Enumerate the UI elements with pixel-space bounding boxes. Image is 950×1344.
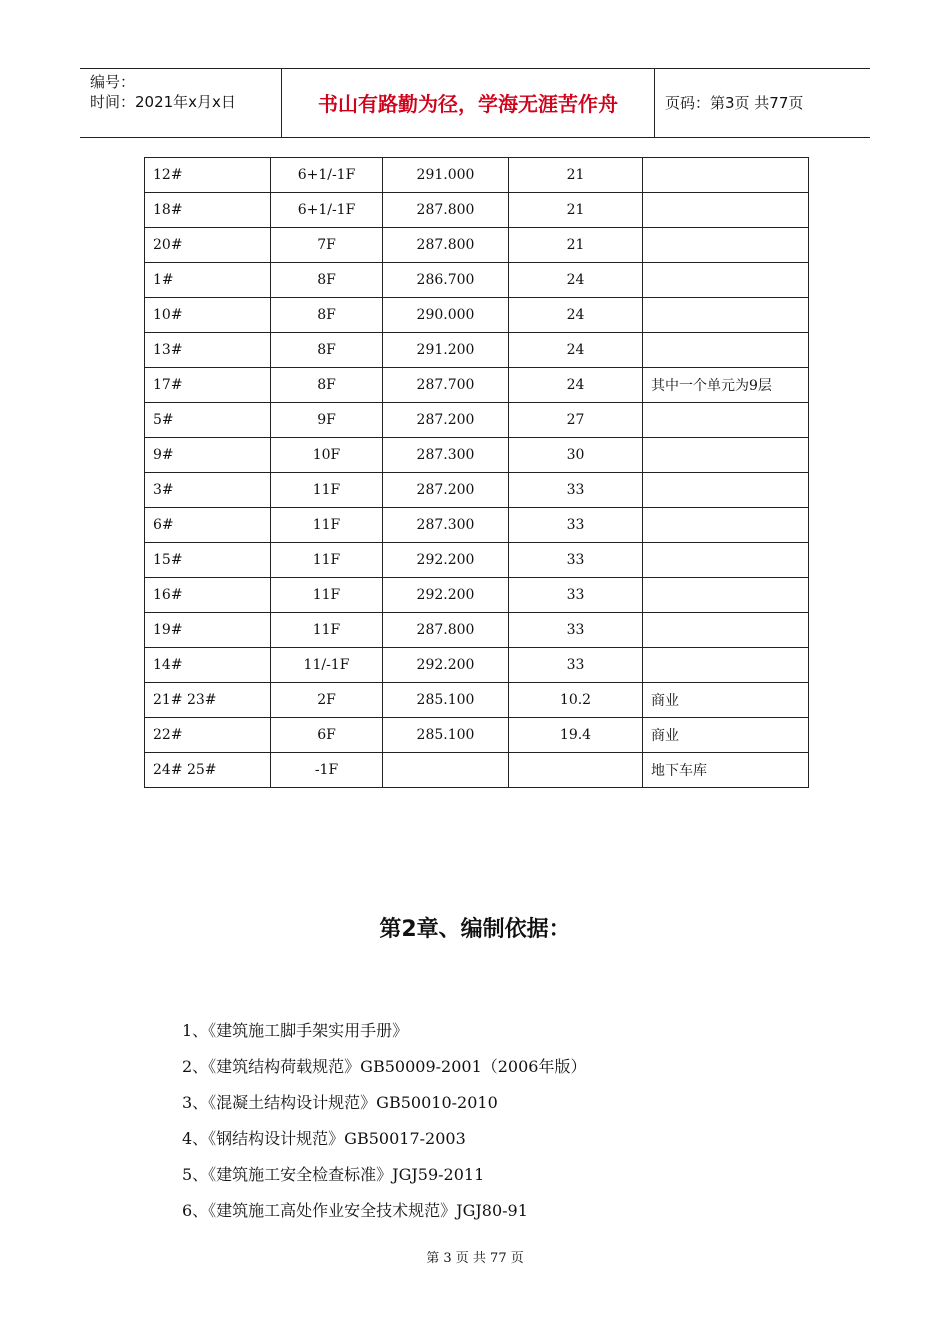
table-cell-floors: 7F bbox=[271, 228, 383, 263]
table-row bbox=[145, 543, 809, 578]
table-cell-floors: 2F bbox=[271, 683, 383, 718]
header-meta bbox=[80, 69, 282, 137]
page-footer: 第 3 页 共 77 页 bbox=[426, 1251, 524, 1266]
table-cell-name: 5# bbox=[145, 403, 271, 438]
table-cell-floors: 11F bbox=[271, 508, 383, 543]
table-cell-height: 33 bbox=[509, 648, 643, 683]
table-cell-note: 地下车库 bbox=[643, 753, 809, 788]
table-cell-floors: 8F bbox=[271, 368, 383, 403]
table-cell-note: 其中一个单元为9层 bbox=[643, 368, 809, 403]
table-row bbox=[145, 158, 809, 193]
table-cell-elevation: 287.200 bbox=[383, 473, 509, 508]
building-table-body bbox=[145, 158, 809, 788]
table-row bbox=[145, 368, 809, 403]
table-row bbox=[145, 473, 809, 508]
table-row bbox=[145, 613, 809, 648]
table-cell-floors: 6F bbox=[271, 718, 383, 753]
table-cell-name: 18# bbox=[145, 193, 271, 228]
table-cell-name: 21# 23# bbox=[145, 683, 271, 718]
table-cell-name: 14# bbox=[145, 648, 271, 683]
table-cell-height: 21 bbox=[509, 228, 643, 263]
table-cell-note: 商业 bbox=[643, 683, 809, 718]
table-cell-elevation: 286.700 bbox=[383, 263, 509, 298]
table-cell-note bbox=[643, 438, 809, 473]
table-cell-floors: 11F bbox=[271, 473, 383, 508]
reference-item: 5、《建筑施工安全检查标准》JGJ59-2011 bbox=[182, 1165, 485, 1184]
table-cell-note bbox=[643, 403, 809, 438]
table-cell-elevation: 287.300 bbox=[383, 438, 509, 473]
table-row bbox=[145, 333, 809, 368]
table-cell-name: 20# bbox=[145, 228, 271, 263]
table-cell-elevation: 287.800 bbox=[383, 613, 509, 648]
table-cell-note bbox=[643, 193, 809, 228]
table-cell-name: 12# bbox=[145, 158, 271, 193]
table-cell-elevation: 292.200 bbox=[383, 648, 509, 683]
table-row bbox=[145, 578, 809, 613]
header-page-label: 页码：第3页 共77页 bbox=[665, 94, 804, 112]
table-cell-height: 10.2 bbox=[509, 683, 643, 718]
table-cell-height: 24 bbox=[509, 263, 643, 298]
table-cell-name: 19# bbox=[145, 613, 271, 648]
table-cell-name: 9# bbox=[145, 438, 271, 473]
table-cell-height: 30 bbox=[509, 438, 643, 473]
table-cell-note bbox=[643, 228, 809, 263]
table-cell-elevation: 287.700 bbox=[383, 368, 509, 403]
table-cell-note bbox=[643, 263, 809, 298]
table-cell-elevation: 291.200 bbox=[383, 333, 509, 368]
table-cell-height: 24 bbox=[509, 333, 643, 368]
table-cell-floors: 11F bbox=[271, 543, 383, 578]
table-cell-elevation: 291.000 bbox=[383, 158, 509, 193]
table-cell-note bbox=[643, 473, 809, 508]
table-cell-floors: 10F bbox=[271, 438, 383, 473]
reference-item: 2、《建筑结构荷载规范》GB50009-2001（2006年版） bbox=[182, 1057, 587, 1076]
table-row bbox=[145, 403, 809, 438]
header-motto: 书山有路勤为径，学海无涯苦作舟 bbox=[282, 69, 655, 137]
table-cell-note: 商业 bbox=[643, 718, 809, 753]
table-row bbox=[145, 438, 809, 473]
document-date-label: 时间：2021年x月x日 bbox=[90, 93, 236, 111]
reference-item: 4、《钢结构设计规范》GB50017-2003 bbox=[182, 1129, 466, 1148]
document-number-label: 编号： bbox=[90, 73, 136, 91]
table-cell-height: 33 bbox=[509, 508, 643, 543]
table-cell-note bbox=[643, 333, 809, 368]
table-cell-height: 33 bbox=[509, 473, 643, 508]
table-cell-name: 17# bbox=[145, 368, 271, 403]
table-cell-elevation: 287.800 bbox=[383, 193, 509, 228]
table-row bbox=[145, 648, 809, 683]
table-cell-note bbox=[643, 613, 809, 648]
table-cell-floors: 8F bbox=[271, 263, 383, 298]
reference-item: 1、《建筑施工脚手架实用手册》 bbox=[182, 1021, 409, 1040]
reference-item: 6、《建筑施工高处作业安全技术规范》JGJ80-91 bbox=[182, 1201, 528, 1220]
table-row bbox=[145, 193, 809, 228]
chapter-title: 第2章、编制依据： bbox=[379, 917, 571, 942]
table-cell-elevation bbox=[383, 753, 509, 788]
table-cell-height bbox=[509, 753, 643, 788]
table-cell-name: 24# 25# bbox=[145, 753, 271, 788]
table-cell-name: 3# bbox=[145, 473, 271, 508]
table-cell-note bbox=[643, 543, 809, 578]
table-cell-elevation: 292.200 bbox=[383, 578, 509, 613]
table-cell-elevation: 287.800 bbox=[383, 228, 509, 263]
table-cell-elevation: 290.000 bbox=[383, 298, 509, 333]
table-cell-floors: 9F bbox=[271, 403, 383, 438]
table-cell-name: 16# bbox=[145, 578, 271, 613]
table-cell-elevation: 287.300 bbox=[383, 508, 509, 543]
table-cell-height: 21 bbox=[509, 158, 643, 193]
table-cell-floors: 8F bbox=[271, 298, 383, 333]
reference-item: 3、《混凝土结构设计规范》GB50010-2010 bbox=[182, 1093, 498, 1112]
table-cell-name: 13# bbox=[145, 333, 271, 368]
table-row bbox=[145, 263, 809, 298]
table-row bbox=[145, 683, 809, 718]
table-row bbox=[145, 298, 809, 333]
table-row bbox=[145, 508, 809, 543]
table-cell-floors: -1F bbox=[271, 753, 383, 788]
page-header bbox=[80, 68, 870, 138]
table-cell-height: 24 bbox=[509, 298, 643, 333]
building-table bbox=[144, 157, 809, 788]
table-cell-name: 10# bbox=[145, 298, 271, 333]
table-cell-height: 33 bbox=[509, 543, 643, 578]
table-cell-floors: 6+1/-1F bbox=[271, 158, 383, 193]
table-row bbox=[145, 718, 809, 753]
table-cell-floors: 11F bbox=[271, 613, 383, 648]
table-cell-note bbox=[643, 648, 809, 683]
table-row bbox=[145, 228, 809, 263]
table-cell-floors: 6+1/-1F bbox=[271, 193, 383, 228]
table-cell-height: 33 bbox=[509, 578, 643, 613]
table-cell-note bbox=[643, 298, 809, 333]
table-cell-elevation: 285.100 bbox=[383, 683, 509, 718]
table-cell-height: 33 bbox=[509, 613, 643, 648]
table-cell-height: 19.4 bbox=[509, 718, 643, 753]
table-cell-note bbox=[643, 508, 809, 543]
table-cell-height: 27 bbox=[509, 403, 643, 438]
table-cell-name: 22# bbox=[145, 718, 271, 753]
table-cell-elevation: 285.100 bbox=[383, 718, 509, 753]
table-cell-height: 24 bbox=[509, 368, 643, 403]
table-cell-name: 15# bbox=[145, 543, 271, 578]
table-cell-name: 1# bbox=[145, 263, 271, 298]
table-cell-floors: 11F bbox=[271, 578, 383, 613]
table-cell-floors: 8F bbox=[271, 333, 383, 368]
table-cell-floors: 11/-1F bbox=[271, 648, 383, 683]
table-cell-elevation: 287.200 bbox=[383, 403, 509, 438]
table-cell-elevation: 292.200 bbox=[383, 543, 509, 578]
reference-list bbox=[182, 1018, 586, 1234]
table-cell-name: 6# bbox=[145, 508, 271, 543]
table-row bbox=[145, 753, 809, 788]
table-cell-note bbox=[643, 578, 809, 613]
table-cell-note bbox=[643, 158, 809, 193]
table-cell-height: 21 bbox=[509, 193, 643, 228]
